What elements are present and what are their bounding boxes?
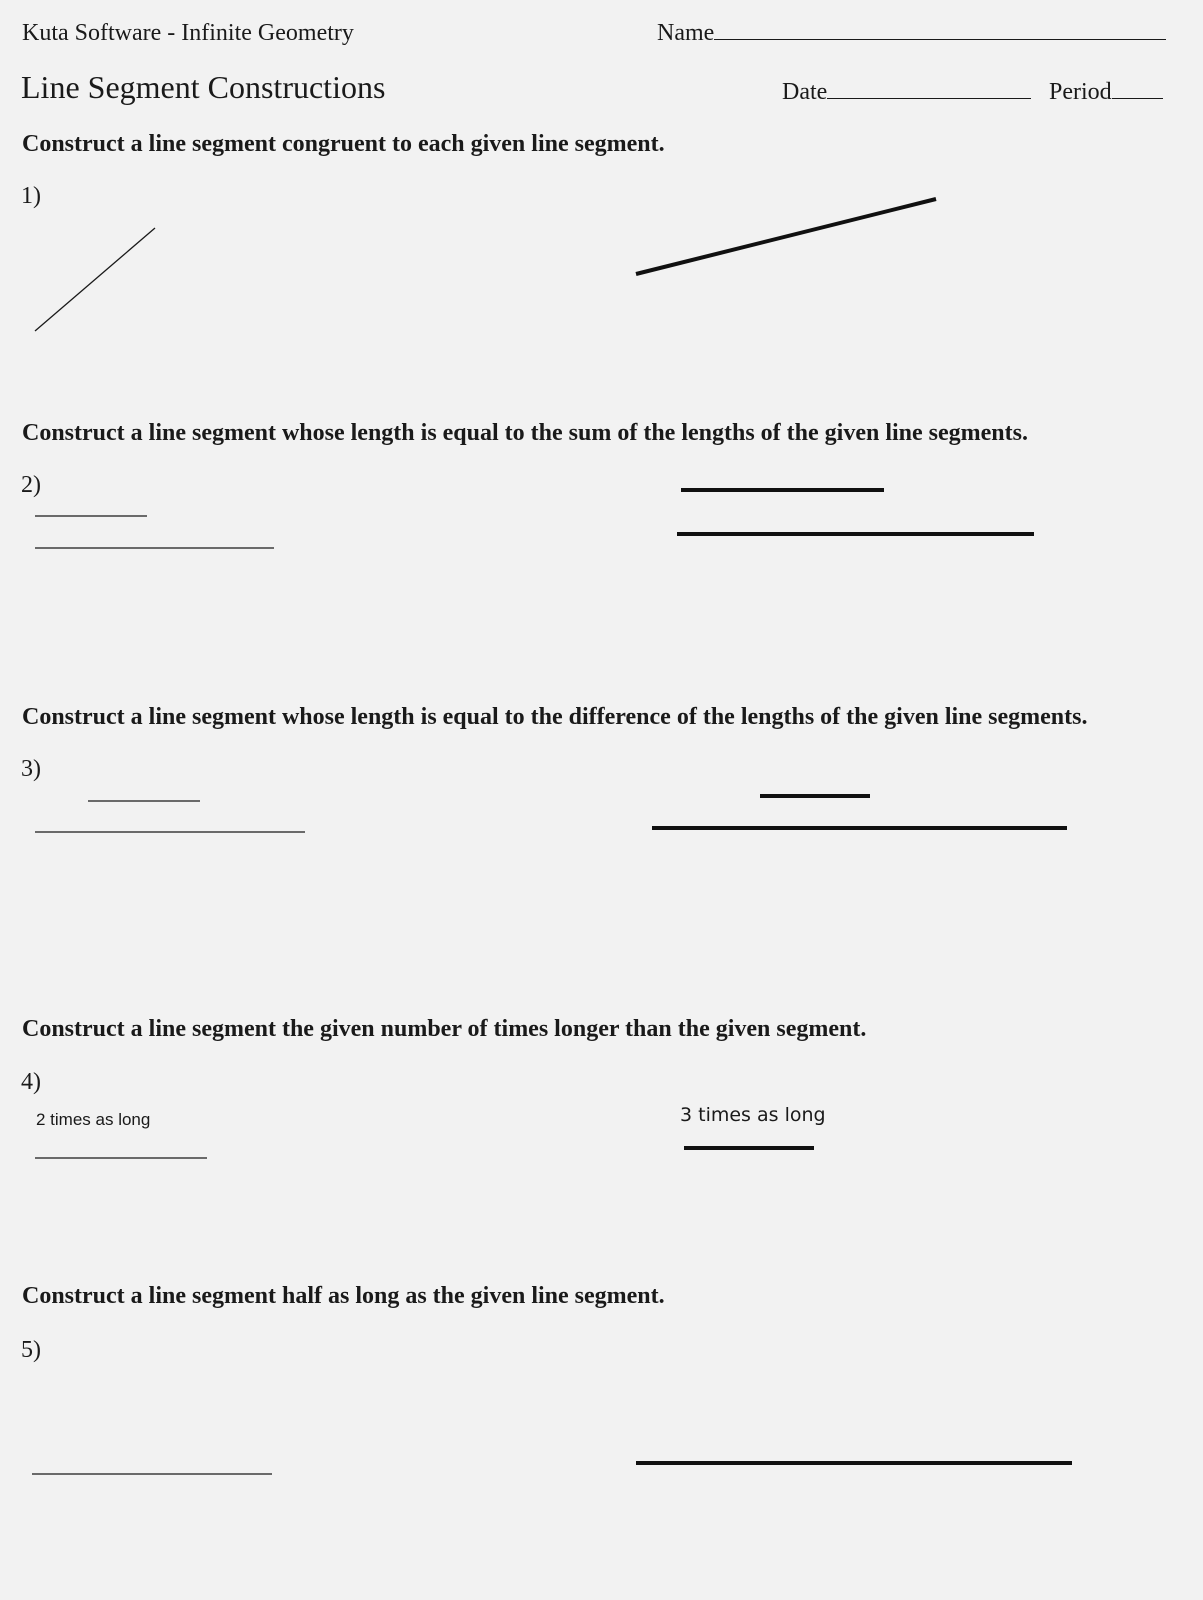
instruction-1: Construct a line segment congruent to each given line segment. — [22, 131, 665, 157]
segment-1-left — [35, 228, 155, 331]
segment-1-right — [636, 199, 936, 274]
question-number-5: 5) — [21, 1337, 41, 1363]
question-number-1: 1) — [21, 183, 41, 209]
date-label: Date — [782, 79, 828, 105]
instruction-5: Construct a line segment half as long as the given line segment. — [22, 1283, 665, 1309]
instruction-2: Construct a line segment whose length is equal to the sum of the lengths of the given line segments. — [22, 420, 1028, 446]
period-label: Period — [1049, 79, 1112, 105]
name-label: Name — [657, 20, 715, 46]
instruction-3: Construct a line segment whose length is equal to the difference of the lengths of the given line segments. — [22, 704, 1088, 730]
publisher-label: Kuta Software - Infinite Geometry — [22, 20, 354, 46]
question-number-2: 2) — [21, 472, 41, 498]
question-number-4: 4) — [21, 1069, 41, 1095]
question-number-3: 3) — [21, 756, 41, 782]
instruction-4: Construct a line segment the given number of times longer than the given segment. — [22, 1016, 867, 1042]
page-title: Line Segment Constructions — [21, 69, 386, 105]
note-three-times: 3 times as long — [680, 1104, 826, 1126]
note-two-times: 2 times as long — [36, 1110, 151, 1129]
